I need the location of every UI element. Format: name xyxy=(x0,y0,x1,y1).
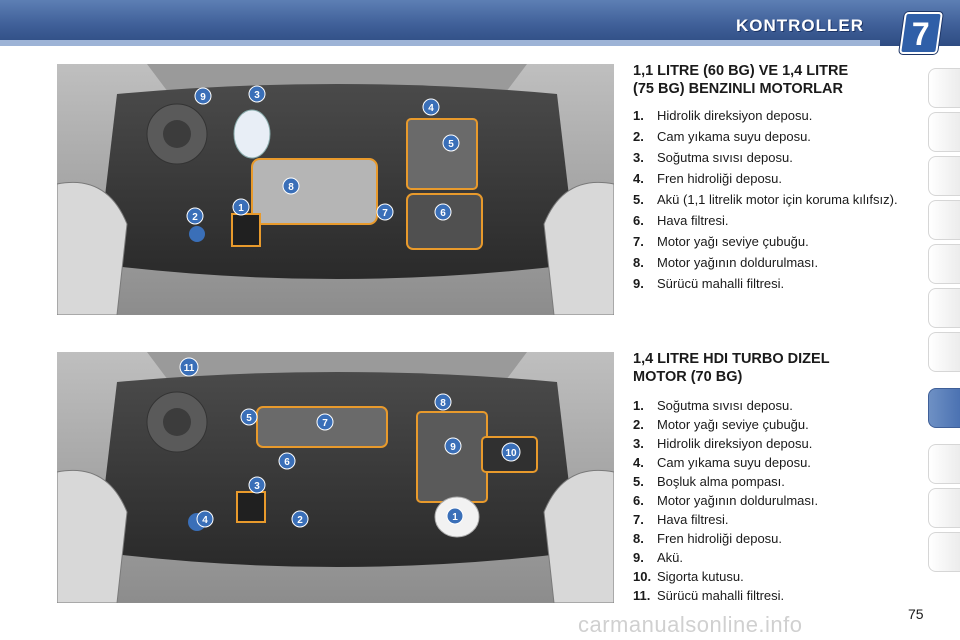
section-title-line: 1,4 LITRE HDI TURBO DIZEL xyxy=(633,351,830,367)
item-text: Akü. xyxy=(657,550,684,565)
svg-text:5: 5 xyxy=(246,413,252,424)
item-number: 1. xyxy=(633,108,644,123)
list-item xyxy=(633,493,908,508)
section-petrol-engines xyxy=(633,62,908,297)
chapter-tabs xyxy=(928,68,960,574)
svg-text:6: 6 xyxy=(440,208,446,219)
item-text: Soğutma sıvısı deposu. xyxy=(657,398,793,413)
item-text: Hidrolik direksiyon deposu. xyxy=(657,108,813,123)
item-text: Motor yağının doldurulması. xyxy=(657,493,819,508)
chapter-tab[interactable] xyxy=(928,200,960,240)
item-text: Cam yıkama suyu deposu. xyxy=(657,455,811,470)
svg-text:3: 3 xyxy=(254,90,260,101)
list-item xyxy=(633,192,908,207)
list-item xyxy=(633,171,908,186)
list-item xyxy=(633,129,908,144)
chapter-tab[interactable] xyxy=(928,332,960,372)
item-text: Sürücü mahalli filtresi. xyxy=(657,276,785,291)
item-number: 3. xyxy=(633,436,644,451)
list-item xyxy=(633,436,908,451)
page-number: 75 xyxy=(908,606,924,622)
item-number: 2. xyxy=(633,129,644,144)
svg-text:1: 1 xyxy=(238,203,244,214)
engine-bay-image-diesel xyxy=(57,352,614,603)
engine-bay-image-petrol xyxy=(57,64,614,315)
item-number: 9. xyxy=(633,550,644,565)
section-title-line: MOTOR (70 BG) xyxy=(633,369,743,385)
item-text: Fren hidroliği deposu. xyxy=(657,171,783,186)
chapter-tab[interactable] xyxy=(928,532,960,572)
header-stripe xyxy=(0,40,880,46)
item-text: Motor yağının doldurulması. xyxy=(657,255,819,270)
list-item xyxy=(633,588,908,603)
chapter-tab[interactable] xyxy=(928,68,960,108)
item-number: 6. xyxy=(633,493,644,508)
item-number: 6. xyxy=(633,213,644,228)
chapter-number: 7 xyxy=(911,16,930,52)
list-item xyxy=(633,512,908,527)
watermark: carmanualsonline.info xyxy=(578,612,803,637)
svg-text:9: 9 xyxy=(450,442,456,453)
svg-text:9: 9 xyxy=(200,92,206,103)
item-text: Motor yağı seviye çubuğu. xyxy=(657,234,809,249)
svg-text:6: 6 xyxy=(284,457,290,468)
chapter-tab[interactable] xyxy=(928,156,960,196)
list-item xyxy=(633,276,908,291)
list-item xyxy=(633,108,908,123)
item-text: Hava filtresi. xyxy=(657,512,729,527)
item-number: 2. xyxy=(633,417,644,432)
item-text: Akü (1,1 litrelik motor için koruma kılıfsız). xyxy=(657,192,898,207)
item-number: 8. xyxy=(633,255,644,270)
item-number: 8. xyxy=(633,531,644,546)
section-title xyxy=(633,350,908,386)
svg-text:5: 5 xyxy=(448,139,454,150)
item-text: Boşluk alma pompası. xyxy=(657,474,785,489)
svg-text:2: 2 xyxy=(297,515,303,526)
item-number: 7. xyxy=(633,512,644,527)
component-list xyxy=(633,398,908,603)
item-number: 4. xyxy=(633,455,644,470)
chapter-tab-active[interactable] xyxy=(928,388,960,428)
chapter-tab[interactable] xyxy=(928,488,960,528)
list-item xyxy=(633,569,908,584)
engine-bay-illustration xyxy=(57,64,614,315)
list-item xyxy=(633,417,908,432)
svg-text:8: 8 xyxy=(440,398,446,409)
svg-text:4: 4 xyxy=(202,515,208,526)
chapter-tab[interactable] xyxy=(928,288,960,328)
item-number: 5. xyxy=(633,192,644,207)
item-text: Hava filtresi. xyxy=(657,213,729,228)
item-text: Hidrolik direksiyon deposu. xyxy=(657,436,813,451)
section-title-line: (75 BG) BENZINLI MOTORLAR xyxy=(633,81,843,97)
section-diesel-engine xyxy=(633,350,908,607)
engine-bay-illustration xyxy=(57,352,614,603)
item-text: Fren hidroliği deposu. xyxy=(657,531,783,546)
list-item xyxy=(633,234,908,249)
chapter-tab[interactable] xyxy=(928,112,960,152)
list-item xyxy=(633,531,908,546)
item-text: Sigorta kutusu. xyxy=(657,569,744,584)
svg-text:7: 7 xyxy=(382,208,388,219)
svg-text:4: 4 xyxy=(428,103,434,114)
chapter-tab[interactable] xyxy=(928,244,960,284)
chapter-badge xyxy=(899,12,943,54)
item-number: 9. xyxy=(633,276,644,291)
header-band xyxy=(0,0,960,46)
svg-text:7: 7 xyxy=(322,418,328,429)
svg-text:8: 8 xyxy=(288,182,294,193)
item-text: Soğutma sıvısı deposu. xyxy=(657,150,793,165)
item-text: Motor yağı seviye çubuğu. xyxy=(657,417,809,432)
section-title xyxy=(633,62,908,98)
svg-text:11: 11 xyxy=(183,363,195,374)
section-title-line: 1,1 LITRE (60 BG) VE 1,4 LITRE xyxy=(633,63,849,79)
component-list xyxy=(633,108,908,291)
item-number: 11. xyxy=(633,588,651,603)
item-number: 4. xyxy=(633,171,644,186)
item-number: 3. xyxy=(633,150,644,165)
list-item xyxy=(633,398,908,413)
list-item xyxy=(633,455,908,470)
item-number: 7. xyxy=(633,234,644,249)
svg-text:10: 10 xyxy=(505,448,517,459)
item-number: 10. xyxy=(633,569,652,584)
chapter-tab[interactable] xyxy=(928,444,960,484)
svg-text:3: 3 xyxy=(254,481,260,492)
item-number: 1. xyxy=(633,398,644,413)
list-item xyxy=(633,474,908,489)
page-title: KONTROLLER xyxy=(735,16,864,35)
list-item xyxy=(633,550,908,565)
svg-text:1: 1 xyxy=(452,512,458,523)
list-item xyxy=(633,255,908,270)
svg-text:2: 2 xyxy=(192,212,198,223)
item-text: Cam yıkama suyu deposu. xyxy=(657,129,811,144)
list-item xyxy=(633,150,908,165)
item-text: Sürücü mahalli filtresi. xyxy=(657,588,785,603)
list-item xyxy=(633,213,908,228)
item-number: 5. xyxy=(633,474,644,489)
